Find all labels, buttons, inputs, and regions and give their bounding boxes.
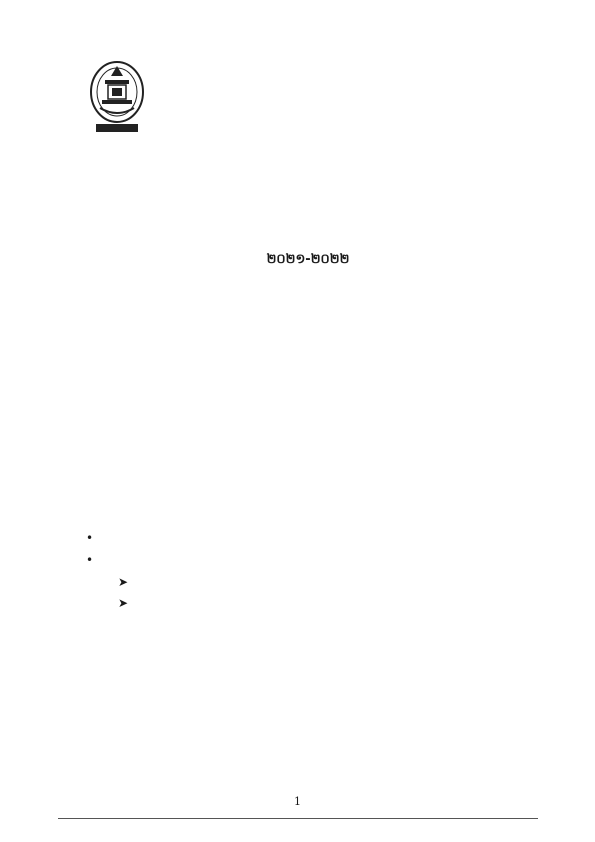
document-title (0, 207, 595, 227)
kingdom-title (208, 46, 368, 66)
ministry-name (58, 143, 238, 161)
national-motto (220, 70, 360, 88)
document-subject (70, 251, 540, 271)
document-about (0, 229, 595, 247)
section-2-paragraph (58, 633, 546, 771)
section-1-paragraph (58, 484, 546, 528)
intro-paragraph (58, 288, 546, 463)
footer-address (58, 822, 538, 836)
section-1-sub-bullet: ➤ (118, 575, 129, 589)
section-1-sub-bullet: ➤ (118, 596, 129, 610)
page-number: 1 (294, 795, 301, 808)
reference-number (95, 170, 135, 188)
footer-divider (58, 818, 538, 819)
ministry-emblem-icon (86, 52, 148, 138)
reference-line (58, 170, 278, 188)
subject-school-year: ២០២១-២០២២ (266, 252, 350, 267)
section-2-heading (58, 611, 458, 631)
section-1-bullet: • (86, 531, 94, 545)
section-1-heading (58, 463, 458, 483)
section-1-bullet: • (86, 553, 94, 567)
